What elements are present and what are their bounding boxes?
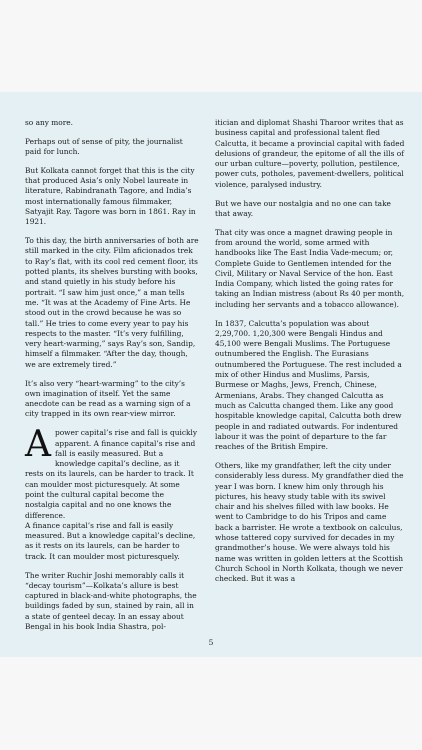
paragraph: It’s also very “heart-warming” to the city’s own imagination of itself. Yet the same anecdote can be read as a warning sign of a city trapped in its own rear-view mirror. xyxy=(25,378,191,419)
paragraph: The writer Ruchir Joshi memorably calls it “decay tourism”—Kolkata’s allure is best captured in black-and-white photographs, the buildings faded by sun, stained by rain, all in a state of genteel decay. In an essay about Bengal in his book India Shastra, pol- xyxy=(25,570,197,632)
paragraph: Others, like my grandfather, left the city under considerably less duress. My grandfather died the year I was born. I knew him only through his pictures, his heavy study table with its swivel chair and his shelves filled with law books. He went to Cambridge to do his Tripos and came back a barrister. He wrote a textbook on calculus, whose tattered copy survived for decades in my grandmother’s house. We were always told his name was written in golden letters at the Scottish Church School in North Kolkata, though we never checked. But it was a xyxy=(215,460,404,584)
dropcap-paragraph xyxy=(25,424,200,521)
magazine-page xyxy=(0,92,422,657)
paragraph: so any more. xyxy=(25,118,73,127)
left-column xyxy=(25,118,200,641)
paragraph: To this day, the birth anniversaries of both are still marked in the city. Film aficionados trek to Ray’s flat, with its cool red cement floor, its potted plants, its shelves bursting with books, and stand quietly in his study before his portrait. “I saw him just once,” a man tells me. “It was at the Academy of Fine Arts. He stood out in the crowd because he was so tall.” He tries to come every year to pay his respects to the master. “It’s very fulfilling, very heart-warming,” says Ray’s son, Sandip, himself a filmmaker. “After the day, though, we are extremely tired.” xyxy=(25,236,199,369)
dropcap-paragraph-text: power capital’s rise and fall is quickly apparent. A finance capital’s rise and fall is easily measured. But a knowledge capital’s decline, as it rests on its laurels, can be harder to track. It can moulder most picturesquely. At some point the cultural capital become the nostalgia capital and no one knows the difference. xyxy=(25,428,198,520)
paragraph: itician and diplomat Shashi Tharoor writes that as business capital and professional talent fled Calcutta, it became a provincial capital with faded delusions of grandeur, the epitome of all the ills of our urban culture—poverty, pollution, pestilence, power cuts, potholes, pavement-dwellers, political violence, paralysed industry. xyxy=(215,118,405,189)
top-margin xyxy=(0,0,422,92)
page-number: 5 xyxy=(208,638,214,647)
paragraph: Perhaps out of sense of pity, the journalist paid for lunch. xyxy=(25,136,183,157)
paragraph: In 1837, Calcutta’s population was about 2,29,700. 1,20,300 were Bengali Hindus and 45,100 were Bengali Muslims. The Portuguese outnumbered the English. The Eurasians outnumbered the Portuguese. The rest included a mix of other Hindus and Muslims, Parsis, Burmese or Maghs, Jews, French, Chinese, Armenians, Arabs. They changed Calcutta as much as Calcutta changed them. Like any good hospitable knowledge capital, Calcutta both drew people in and radiated outwards. For indentured labour it was the point of departure to the far reaches of the British Empire. xyxy=(215,318,402,452)
dropcap-letter: A xyxy=(25,424,51,466)
paragraph: A finance capital’s rise and fall is easily measured. But a knowledge capital’s decline, as it rests on its laurels, can be harder to track. It can moulder most picturesquely. xyxy=(25,520,196,561)
paragraph: But Kolkata cannot forget that this is the city that produced Asia’s only Nobel laureate in literature, Rabindranath Tagore, and India’s most internationally famous filmmaker, Satyajit Ray. Tagore was born in 1861. Ray in 1921. xyxy=(25,165,196,227)
right-column xyxy=(215,118,405,593)
bottom-margin xyxy=(0,657,422,750)
paragraph: That city was once a magnet drawing people in from around the world, some armed with handbooks like The East India Vade-mecum; or, Complete Guide to Gentlemen intended for the Civil, Military or Naval Service of the hon. East India Company, which listed the going rates for taking an Indian mistress (about Rs 40 per month, including her servants and a tobacco allowance). xyxy=(215,227,405,309)
paragraph: But we have our nostalgia and no one can take that away. xyxy=(215,198,391,218)
